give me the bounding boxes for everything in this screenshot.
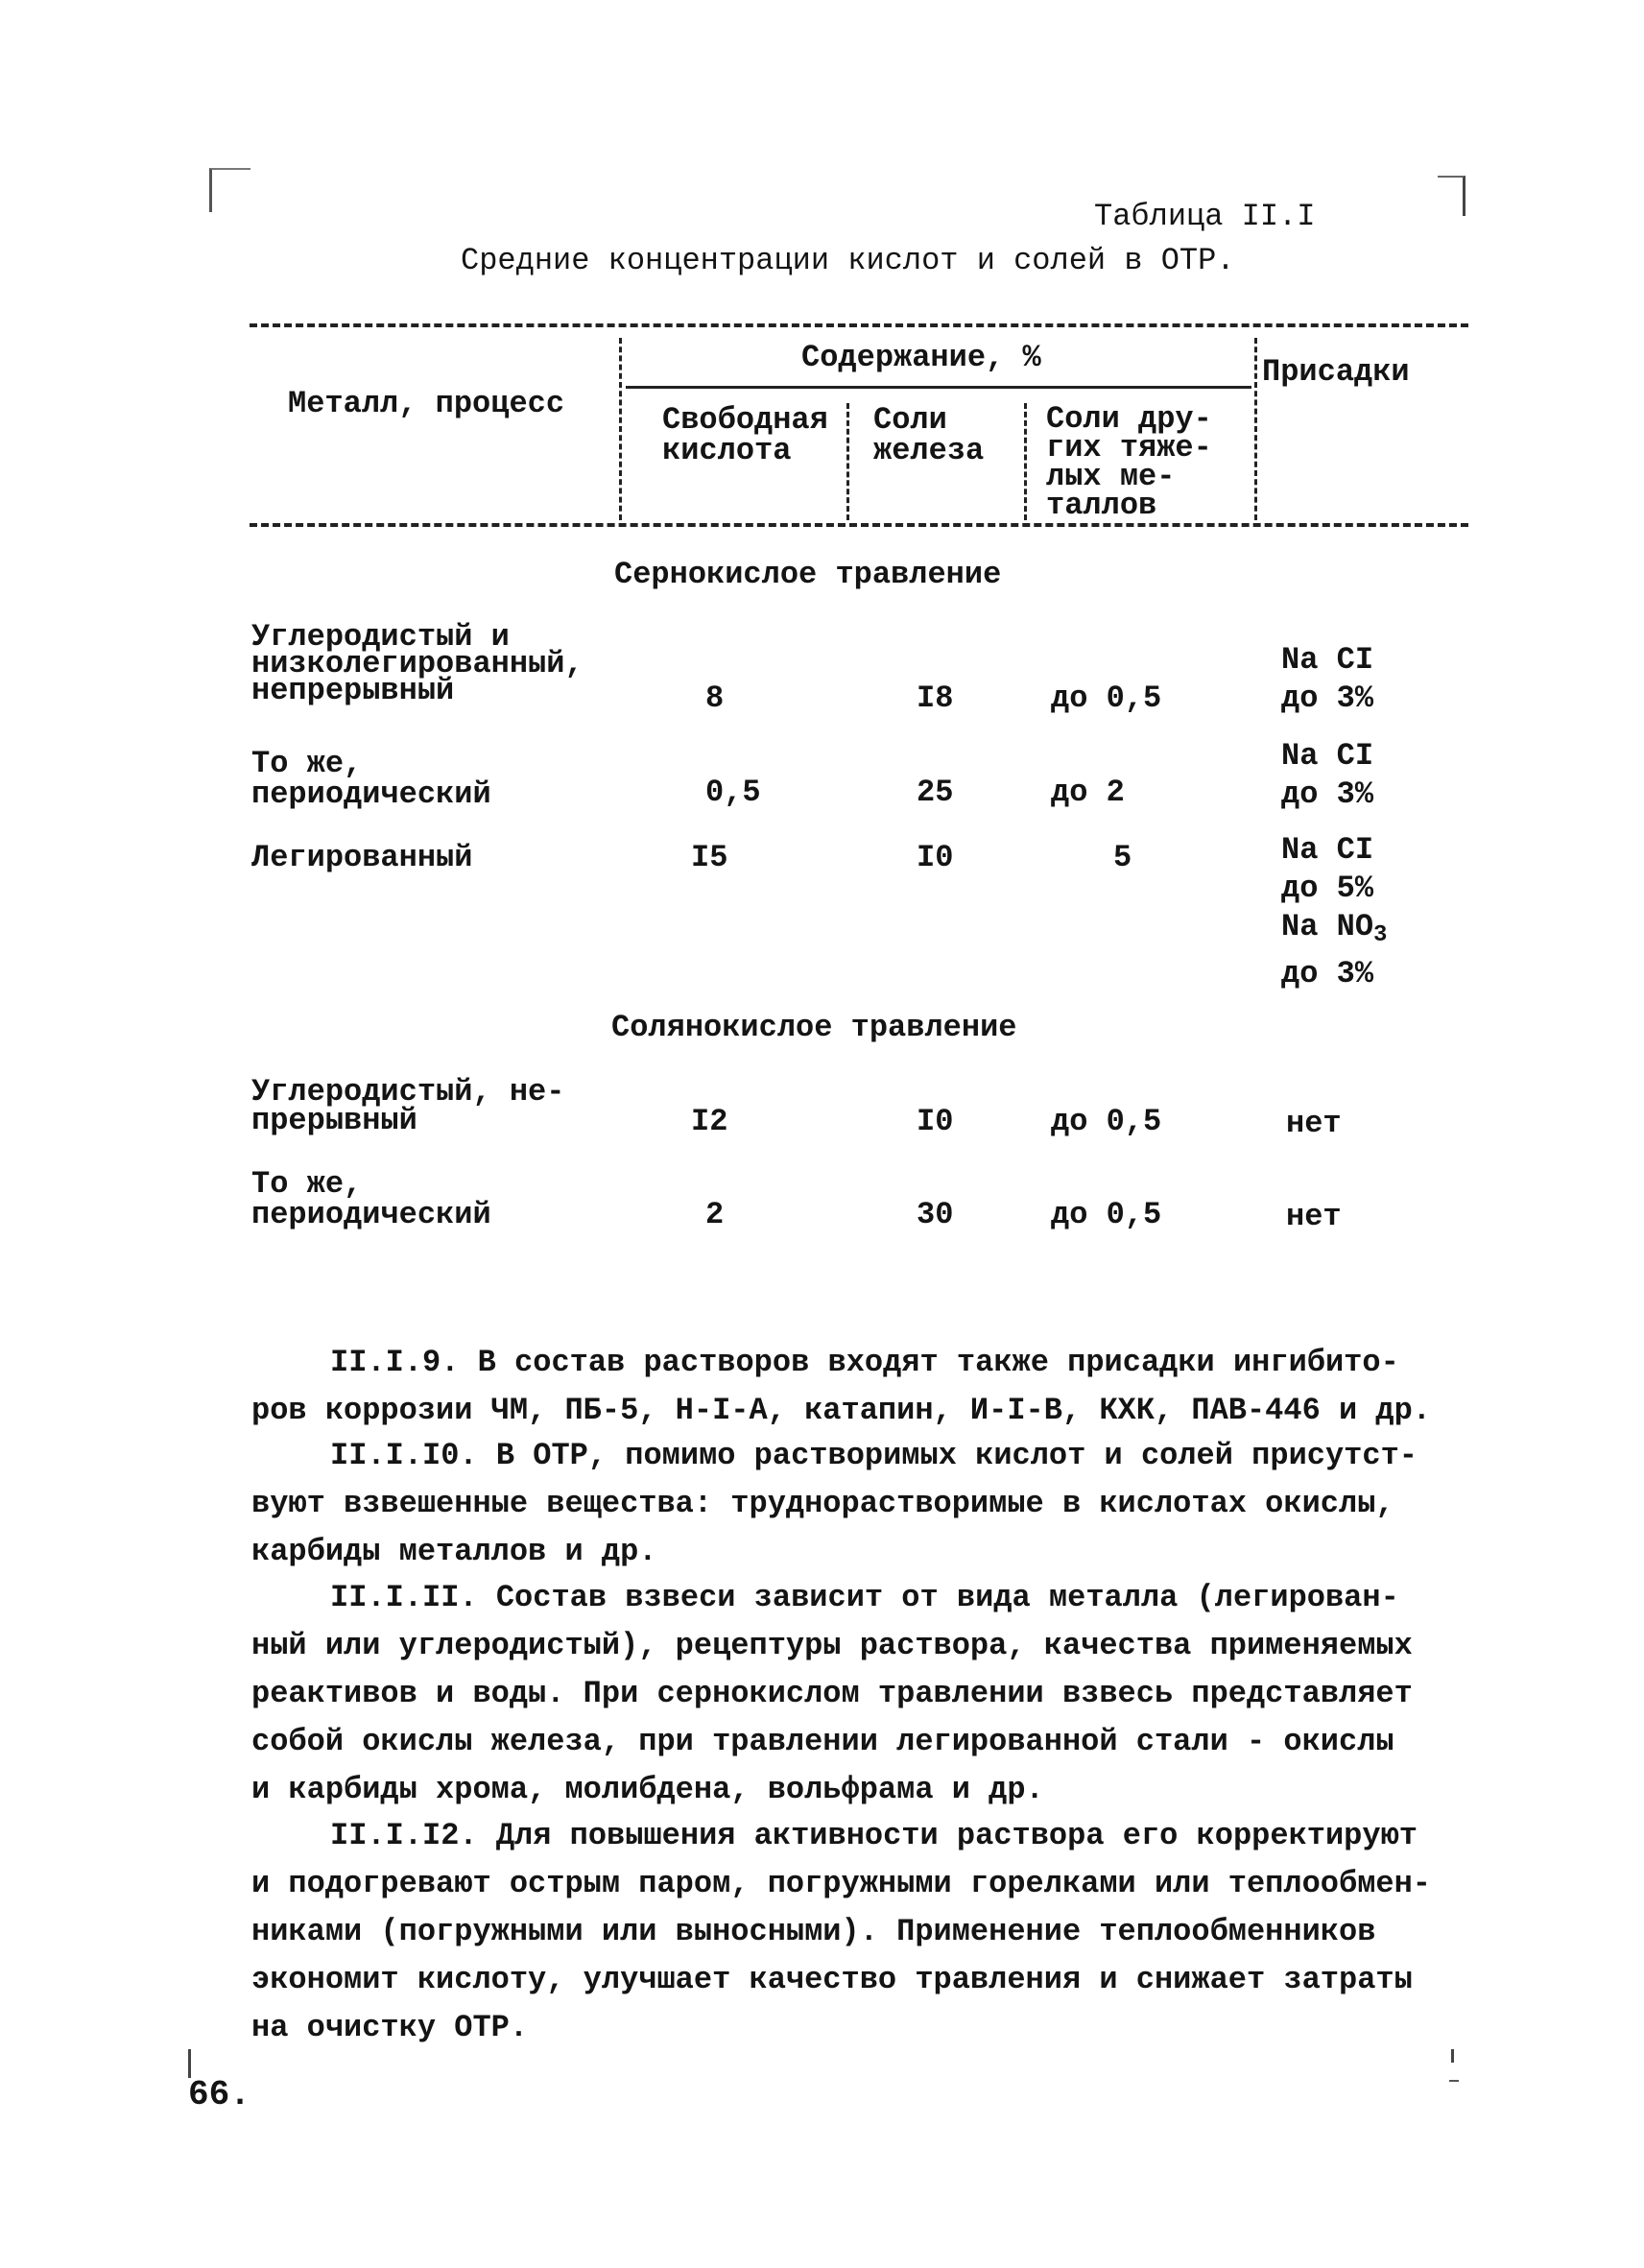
table-top-rule — [250, 323, 1468, 327]
header-metal-process: Металл, процесс — [288, 386, 565, 421]
row-name: То же, периодический — [251, 1166, 491, 1232]
paragraph: II.I.I0. В ОТР, помимо растворимых кислот и солей присутст- вуют взвешенные вещества: труднорастворимые в кислотах окислы, карбиды металлов и др. — [251, 1438, 1418, 1569]
page-number: 66. — [188, 2075, 250, 2114]
table-number: Таблица II.I — [1094, 199, 1316, 234]
corner-mark-top-right — [1438, 176, 1465, 216]
row-name: То же, периодический — [251, 746, 491, 812]
paragraph: II.I.9. В состав растворов входят также присадки ингибито- ров коррозии ЧМ, ПБ-5, Н-I-А, катапин, И-I-В, КХК, ПАВ-446 и др. — [251, 1345, 1431, 1428]
cell-free-acid: I2 — [691, 1104, 728, 1139]
cell-heavy-salts: до 0,5 — [1051, 1197, 1162, 1232]
cell-free-acid: 0,5 — [705, 775, 761, 810]
corner-mark-bottom-left — [188, 2049, 195, 2078]
section-title-sulfuric: Сернокислое травление — [614, 557, 1002, 592]
cell-additives: Na CI до 3% — [1281, 738, 1374, 812]
cell-free-acid: 8 — [705, 680, 725, 716]
cell-iron-salts: 25 — [917, 775, 954, 810]
header-additives: Присадки — [1262, 354, 1410, 390]
corner-mark-top-left — [209, 168, 250, 212]
cell-additives: Na CI до 3% — [1281, 642, 1374, 716]
row-name: Углеродистый и низколегированный, непрерывный — [251, 619, 584, 708]
cell-heavy-salts: до 2 — [1051, 775, 1125, 810]
paragraph: II.I.II. Состав взвеси зависит от вида металла (легирован- ный или углеродистый), рецептуры раствора, качества применяемых реактивов и воды. При сернокислом травлении взвесь представляет собой окислы железа, при травлении легированной стали - окислы и карбиды хрома, молибдена, вольфрама и др. — [251, 1580, 1413, 1807]
header-divider-3 — [1024, 403, 1027, 520]
cell-iron-salts: 30 — [917, 1197, 954, 1232]
cell-iron-salts: I0 — [917, 1104, 954, 1139]
row-name: Легированный — [251, 840, 473, 875]
cell-additives: нет — [1286, 1199, 1342, 1234]
header-divider-2 — [846, 403, 849, 520]
cell-additives: Na CI до 5% Na $NO_3$ до 3% — [1281, 832, 1388, 991]
cell-iron-salts: I0 — [917, 840, 954, 875]
header-divider-4 — [1254, 338, 1257, 520]
cell-free-acid: I5 — [691, 840, 728, 875]
cell-heavy-salts: до 0,5 — [1051, 1104, 1162, 1139]
header-free-acid: Свободная кислота — [662, 402, 828, 468]
cell-iron-salts: I8 — [917, 680, 954, 716]
cell-heavy-salts: до 0,5 — [1051, 680, 1162, 716]
header-content: Содержание, % — [801, 340, 1041, 375]
table-header-rule — [250, 523, 1468, 527]
header-divider-1 — [619, 338, 622, 520]
header-heavy-salts: Соли дру- гих тяже- лых ме- таллов — [1046, 401, 1212, 523]
cell-additives: нет — [1286, 1106, 1342, 1141]
cell-heavy-salts: 5 — [1113, 840, 1132, 875]
paragraph: II.I.I2. Для повышения активности раствора его корректируют и подогревают острым паром, погружными горелками или теплообмен- никами (погружными или выносными). Применение теплообменников экономит кислоту, улучшает качество травления и снижает затраты на очистку ОТР. — [251, 1818, 1431, 2045]
row-name: Углеродистый, не- прерывный — [251, 1074, 565, 1138]
corner-mark-bottom-right — [1449, 2049, 1461, 2084]
table-caption: Средние концентрации кислот и солей в ОТР. — [461, 243, 1235, 278]
section-title-hydrochloric: Солянокислое травление — [611, 1010, 1017, 1045]
cell-free-acid: 2 — [705, 1197, 725, 1232]
header-iron-salts: Соли железа — [873, 402, 985, 468]
header-subrule — [626, 386, 1251, 389]
